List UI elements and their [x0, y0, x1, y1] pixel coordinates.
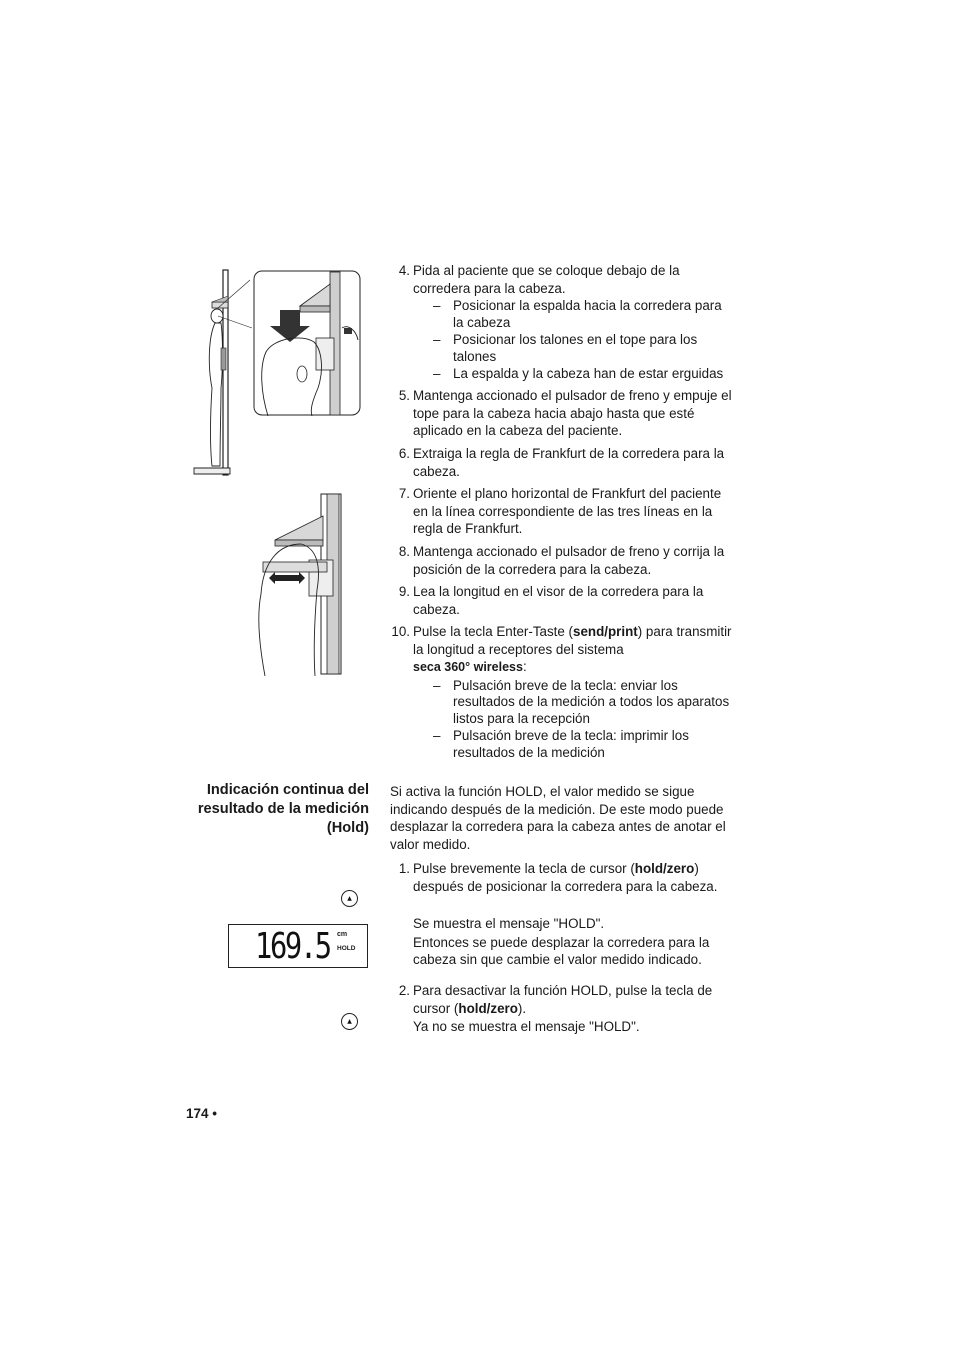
sub-item-text: Pulsación breve de la tecla: enviar los resultados de la medición a todos los aparatos listos para la recepción — [453, 677, 730, 726]
hold-step-1 — [390, 860, 735, 969]
step-text-post: ) para transmitir la longitud a receptores del sistema — [413, 624, 732, 657]
step-note: Ya no se muestra el mensaje "HOLD". — [413, 1019, 640, 1034]
display-value: 169.5 — [255, 926, 330, 967]
step-text — [413, 982, 735, 1017]
step-7 — [390, 485, 735, 538]
cursor-key-icon: ▲ — [341, 890, 358, 907]
step-number: 7. — [398, 486, 410, 501]
step-number: 6. — [398, 446, 410, 461]
sub-item-text: Pulsación breve de la tecla: imprimir los resultados de la medición — [453, 728, 689, 760]
step-number: 5. — [398, 388, 410, 403]
step-text-post: ). — [517, 1000, 527, 1016]
dash-marker: – — [433, 332, 441, 347]
sub-item-text: Posicionar la espalda hacia la corredera para la cabeza — [453, 298, 722, 330]
step-4 — [390, 262, 735, 383]
step-10 — [390, 623, 735, 761]
step-text — [413, 860, 735, 895]
step-text-pre: Pulse brevemente la tecla de cursor ( — [413, 861, 635, 876]
step-number: 8. — [398, 544, 410, 559]
head-slider-closeup — [252, 270, 362, 416]
stadiometer-full-body-figure — [190, 268, 240, 480]
illustration-frankfurt-ruler — [257, 494, 352, 676]
step-text-post: ) después de posicionar la corredera para la cabeza. — [413, 861, 718, 894]
step-number: 4. — [398, 263, 410, 278]
step-note: Se muestra el mensaje "HOLD". — [413, 916, 605, 931]
sub-item — [433, 678, 735, 728]
step-note: Entonces se puede desplazar la corredera para la cabeza sin que cambie el valor medido indicado. — [413, 934, 710, 967]
step-5 — [390, 387, 735, 440]
sub-item-text: La espalda y la cabeza han de estar erguidas — [453, 366, 724, 381]
display-unit: cm — [337, 931, 348, 938]
sub-item — [433, 332, 735, 365]
step-number: 10. — [391, 624, 410, 639]
step-text: Pida al paciente que se coloque debajo de la corredera para la cabeza. — [413, 263, 680, 296]
step-text: Lea la longitud en el visor de la corredera para la cabeza. — [413, 584, 704, 617]
dash-marker: – — [433, 366, 441, 381]
section-heading: Indicación continua del resultado de la medición (Hold) — [197, 782, 369, 836]
dash-marker: – — [433, 728, 441, 743]
step-6 — [390, 445, 735, 480]
step-text: Extraiga la regla de Frankfurt de la corredera para la cabeza. — [413, 446, 725, 479]
step-9 — [390, 583, 735, 618]
hold-zero-key-label: hold/zero — [458, 1000, 518, 1016]
step-text — [413, 623, 735, 677]
step-text: Oriente el plano horizontal de Frankfurt del paciente en la línea correspondiente de las tres líneas en la regla de Frankfurt. — [413, 486, 722, 536]
system-name: seca 360° wireless — [413, 660, 523, 674]
step-number: 1. — [398, 861, 410, 876]
sub-item — [433, 298, 735, 331]
hold-step-2 — [390, 982, 735, 1036]
dash-marker: – — [433, 298, 441, 313]
dash-marker: – — [433, 677, 441, 693]
step-text-pre: Para desactivar la función HOLD, pulse la tecla de cursor ( — [413, 983, 713, 1016]
step-number: 2. — [398, 983, 410, 998]
sub-item — [433, 728, 735, 761]
step-8 — [390, 543, 735, 578]
page-number: 174 • — [186, 1106, 218, 1121]
sub-item — [433, 366, 735, 383]
display-hold-indicator: HOLD — [337, 945, 356, 952]
system-suffix: : — [522, 659, 527, 674]
step-number: 9. — [398, 584, 410, 599]
hold-zero-key-label: hold/zero — [634, 861, 695, 876]
send-print-key-label: send/print — [573, 624, 638, 639]
cursor-key-icon: ▲ — [341, 1013, 358, 1030]
display-panel — [228, 924, 368, 968]
section-intro: Si activa la función HOLD, el valor medido se sigue indicando después de la medición. De este modo puede desplazar la corredera para la cabeza antes de anotar el valor medido. — [390, 784, 726, 852]
sub-item-text: Posicionar los talones en el tope para los talones — [453, 332, 698, 364]
step-text-pre: Pulse la tecla Enter-Taste ( — [413, 624, 574, 639]
step-text: Mantenga accionado el pulsador de freno y empuje el tope para la cabeza hacia abajo hasta que esté aplicado en la cabeza del paciente. — [413, 388, 732, 438]
step-text: Mantenga accionado el pulsador de freno y corrija la posición de la corredera para la cabeza. — [413, 544, 725, 577]
